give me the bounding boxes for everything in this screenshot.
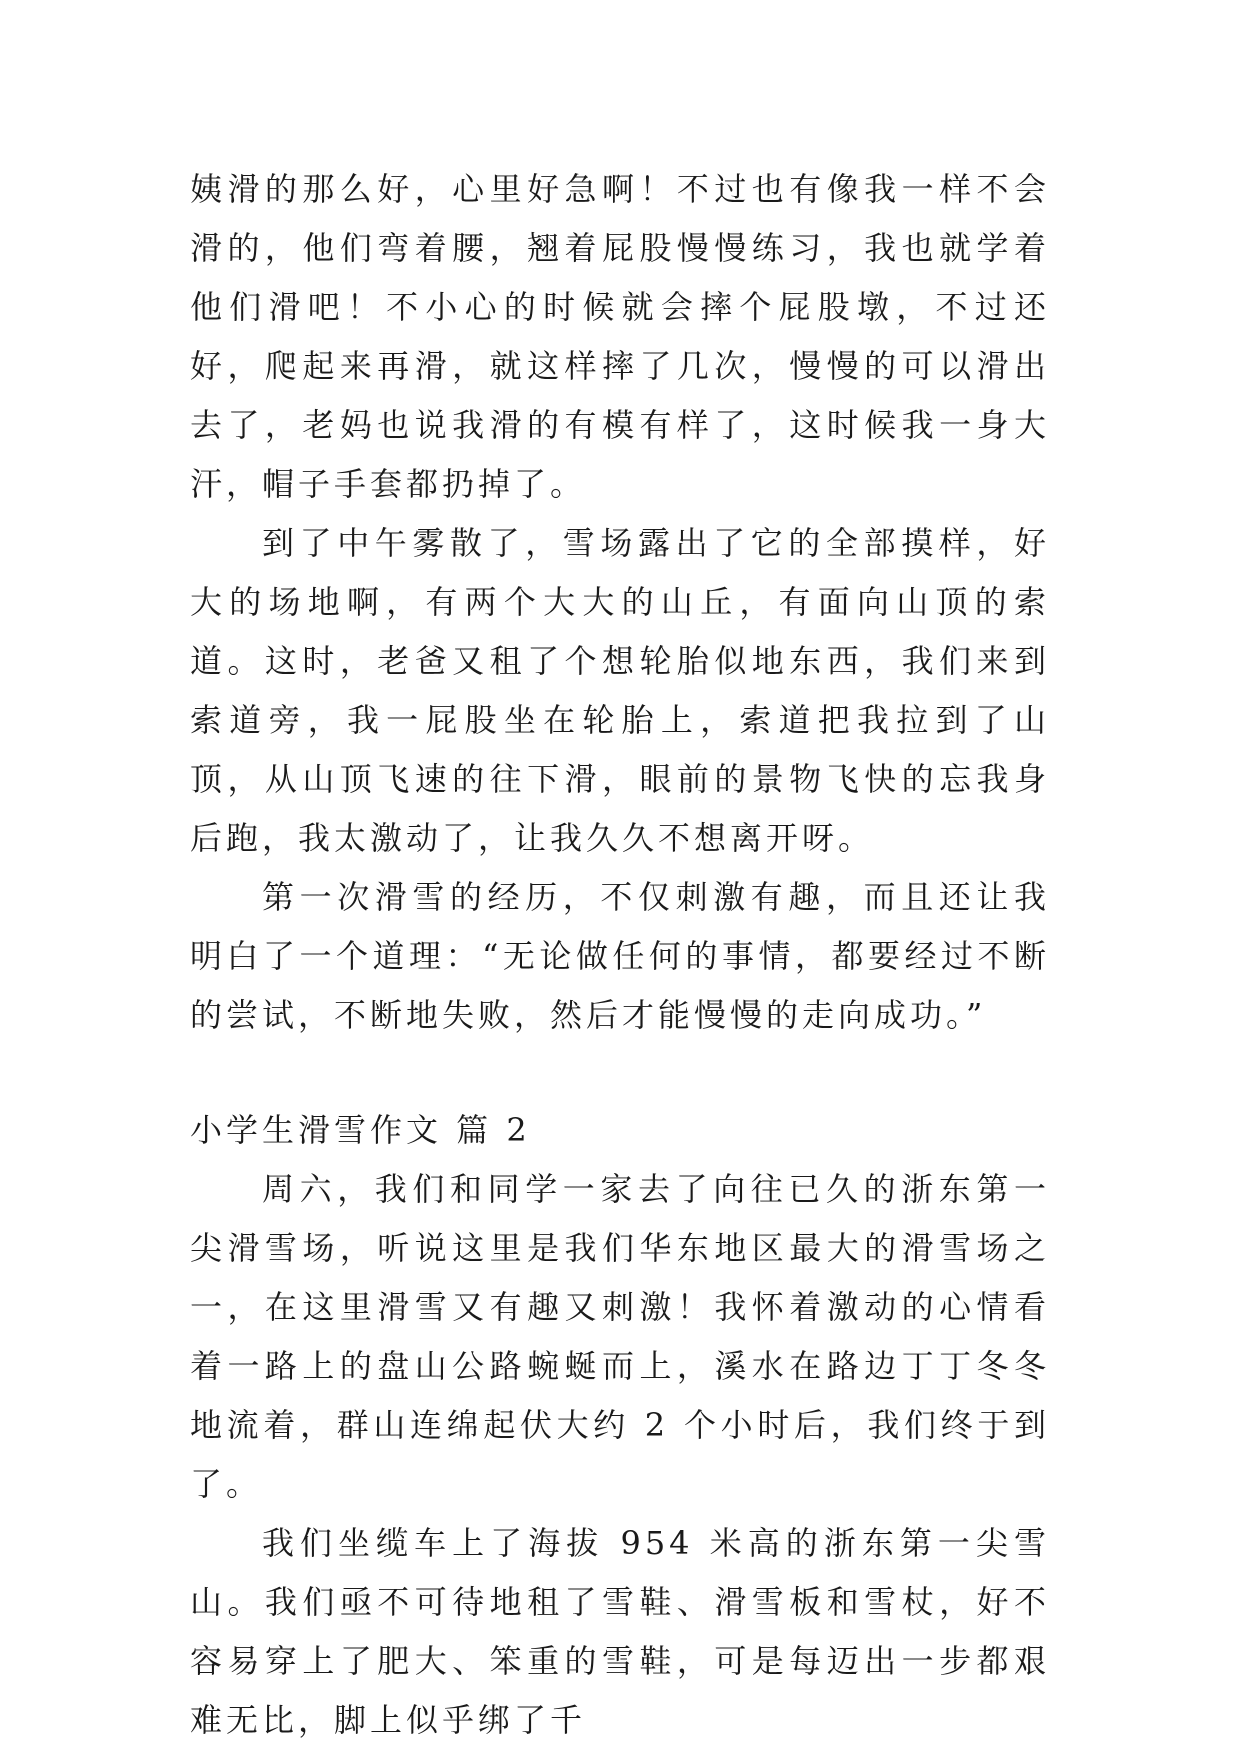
paragraph: 到了中午雾散了，雪场露出了它的全部摸样，好大的场地啊，有两个大大的山丘，有面向山顶的索道。这时，老爸又租了个想轮胎似地东西，我们来到索道旁，我一屁股坐在轮胎上，索道把我拉到了山顶，从山顶飞速的往下滑，眼前的景物飞快的忘我身后跑，我太激动了，让我久久不想离开呀。 [190, 524, 1050, 857]
paragraph: 我们坐缆车上了海拔 954 米高的浙东第一尖雪山。我们亟不可待地租了雪鞋、滑雪板和雪杖，好不容易穿上了肥大、笨重的雪鞋，可是每迈出一步都艰难无比，脚上似乎绑了千 [190, 1524, 1050, 1739]
document-body [190, 160, 1050, 1750]
paragraph: 第一次滑雪的经历，不仅刺激有趣，而且还让我明白了一个道理：“无论做任何的事情，都要经过不断的尝试，不断地失败，然后才能慢慢的走向成功。” [190, 878, 1050, 1034]
paragraph-continued: 姨滑的那么好，心里好急啊！不过也有像我一样不会滑的，他们弯着腰，翘着屁股慢慢练习，我也就学着他们滑吧！不小心的时候就会摔个屁股墩，不过还好，爬起来再滑，就这样摔了几次，慢慢的可以滑出去了，老妈也说我滑的有模有样了，这时候我一身大汗，帽子手套都扔掉了。 [190, 170, 1050, 503]
section-heading: 小学生滑雪作文 篇 2 [190, 1111, 531, 1149]
paragraph: 周六，我们和同学一家去了向往已久的浙东第一尖滑雪场，听说这里是我们华东地区最大的滑雪场之一，在这里滑雪又有趣又刺激！我怀着激动的心情看着一路上的盘山公路蜿蜒而上，溪水在路边丁丁冬冬地流着，群山连绵起伏大约 2 个小时后，我们终于到了。 [190, 1170, 1050, 1503]
